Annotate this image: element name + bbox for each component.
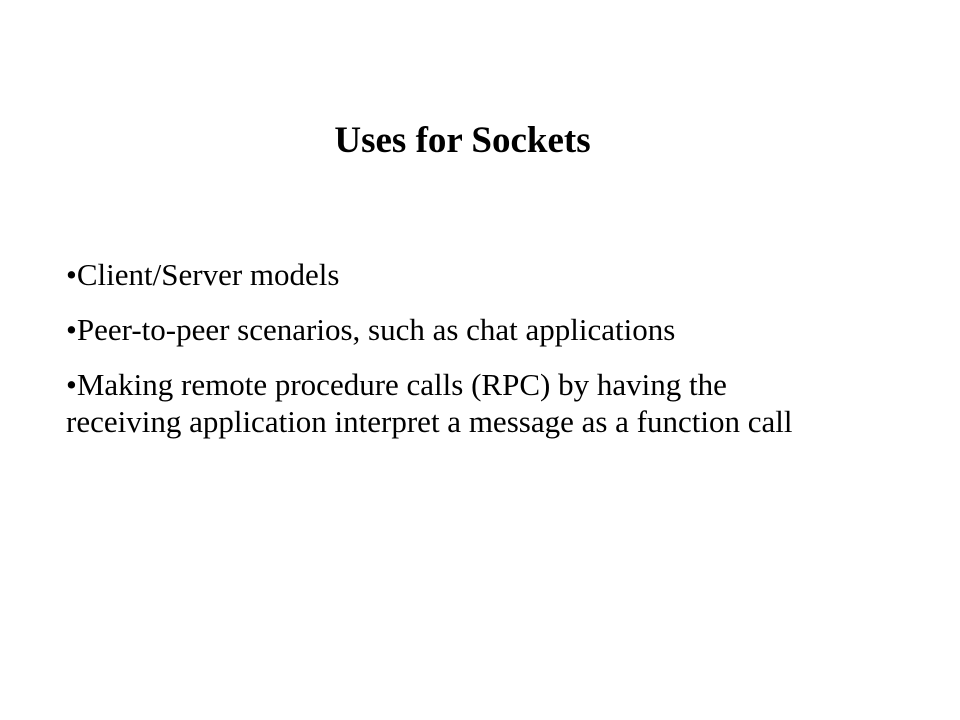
bullet-item-peer-to-peer xyxy=(66,311,826,348)
bullet-text: Peer-to-peer scenarios, such as chat applications xyxy=(76,312,676,347)
bullet-text: Client/Server models xyxy=(76,257,340,292)
bullet-icon: • xyxy=(66,312,77,347)
bullet-item-rpc xyxy=(66,366,826,440)
slide-title: Uses for Sockets xyxy=(334,120,591,161)
bullet-icon: • xyxy=(66,257,77,292)
bullet-list xyxy=(66,256,826,458)
bullet-item-client-server xyxy=(66,256,826,293)
bullet-icon: • xyxy=(66,367,77,402)
bullet-text: Making remote procedure calls (RPC) by having the receiving application interpret a message as a function call xyxy=(66,367,793,439)
